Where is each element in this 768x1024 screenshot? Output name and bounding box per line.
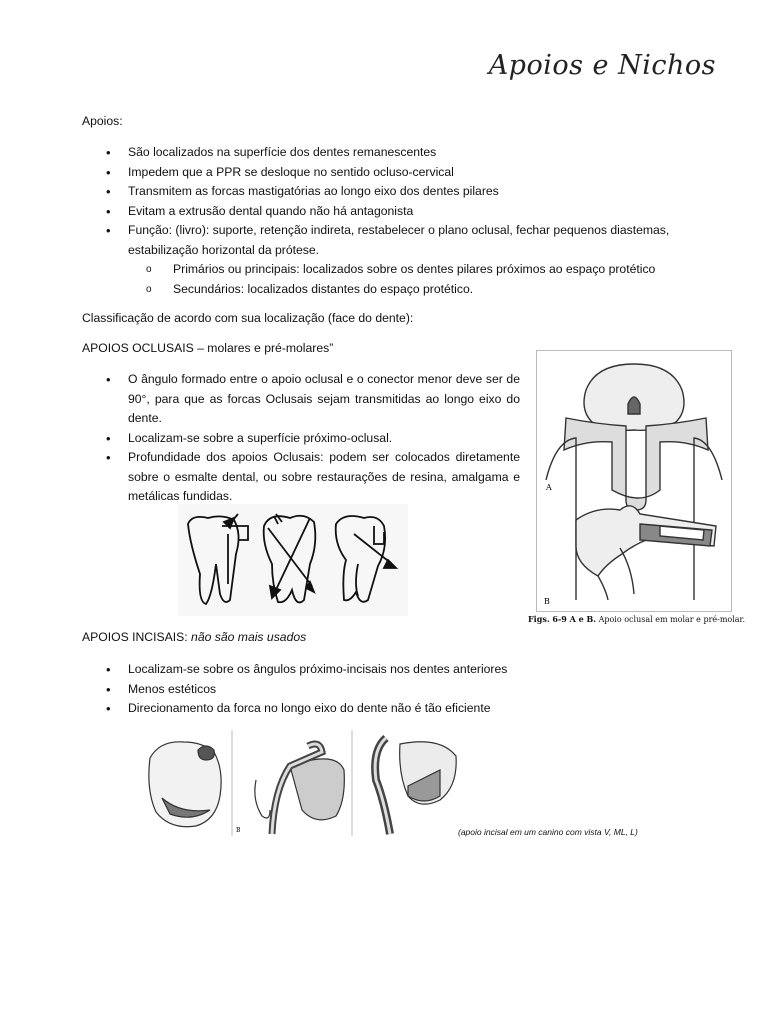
apoios-list bbox=[106, 143, 716, 299]
list-item: • Evitam a extrusão dental quando não há antagonista bbox=[106, 202, 716, 222]
list-item: • Localizam-se sobre os ângulos próximo-incisais nos dentes anteriores bbox=[106, 660, 626, 680]
occlusal-rest-figure bbox=[536, 350, 732, 612]
figure-label: B bbox=[236, 827, 241, 834]
apoios-sublist bbox=[146, 260, 716, 299]
section-heading-incisais bbox=[82, 628, 306, 648]
list-item: • São localizados na superfície dos dentes remanescentes bbox=[106, 143, 716, 163]
incisais-heading-note: não são mais usados bbox=[187, 630, 307, 644]
list-item: • Profundidade dos apoios Oclusais: podem ser colocados diretamente sobre o esmalte dental, ou sobre restaurações de resina, amalgama e metálicas fundidas. bbox=[106, 448, 520, 507]
figure-label: A bbox=[546, 483, 552, 492]
section-heading-apoios: Apoios: bbox=[82, 114, 123, 128]
list-item: • Transmitem as forcas mastigatórias ao longo eixo dos dentes pilares bbox=[106, 182, 716, 202]
incisais-heading-label: APOIOS INCISAIS: bbox=[82, 630, 188, 644]
incisal-rest-figure bbox=[140, 730, 468, 836]
section-heading-oclusais: APOIOS OCLUSAIS – molares e pré-molares” bbox=[82, 341, 334, 355]
oclusais-list bbox=[106, 370, 520, 507]
figure-label: B bbox=[544, 597, 550, 606]
occlusal-force-figure bbox=[178, 504, 408, 616]
incisal-figure-caption: (apoio incisal em um canino com vista V, ML, L) bbox=[458, 827, 638, 837]
list-item: • O ângulo formado entre o apoio oclusal e o conector menor deve ser de 90°, para que as forcas Oclusais sejam transmitidas ao longo eixo do dente. bbox=[106, 370, 520, 429]
figure-caption-text: Apoio oclusal em molar e pré-molar. bbox=[596, 615, 746, 624]
list-item bbox=[106, 221, 716, 299]
incisais-list bbox=[106, 660, 626, 719]
list-item-text: Função: (livro): suporte, retenção indireta, restabelecer o plano oclusal, fechar pequenos diastemas, estabilização horizontal da prótese. bbox=[128, 223, 670, 257]
list-item: • Direcionamento da forca no longo eixo do dente não é tão eficiente bbox=[106, 699, 626, 719]
figure-caption bbox=[528, 614, 745, 624]
canine-labial-view-icon bbox=[149, 742, 221, 827]
list-item: • Menos estéticos bbox=[106, 680, 626, 700]
list-item: • Localizam-se sobre a superfície próximo-oclusal. bbox=[106, 429, 520, 449]
classification-heading: Classificação de acordo com sua localização (face do dente): bbox=[82, 311, 414, 325]
sub-list-item: o Secundários: localizados distantes do espaço protético. bbox=[146, 280, 716, 300]
list-item: • Impedem que a PPR se desloque no sentido ocluso-cervical bbox=[106, 163, 716, 183]
figure-caption-number: Figs. 6-9 A e B. bbox=[528, 614, 597, 624]
sub-list-item: o Primários ou principais: localizados sobre os dentes pilares próximos ao espaço protético bbox=[146, 260, 716, 280]
page-title: Apoios e Nichos bbox=[488, 50, 716, 81]
